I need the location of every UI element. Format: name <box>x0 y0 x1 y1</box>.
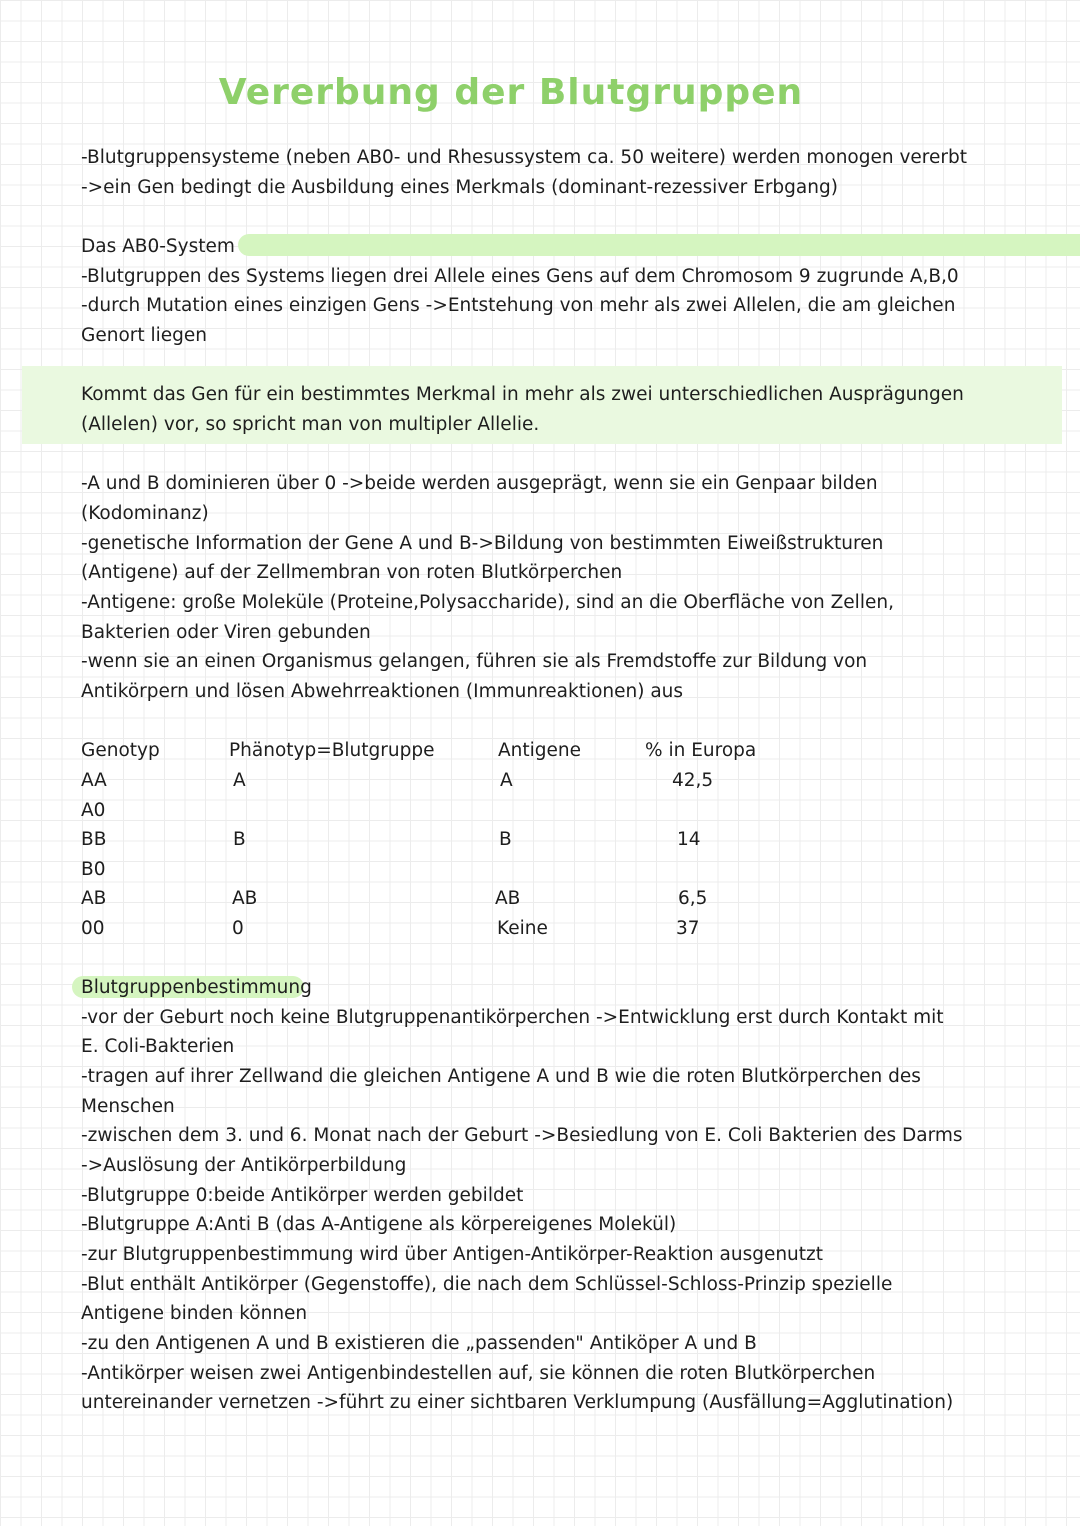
details-line-8: Antikörpern und lösen Abwehrreaktionen (Immunreaktionen) aus <box>81 681 684 702</box>
intro-line-2: ->ein Gen bedingt die Ausbildung eines Merkmals (dominant-rezessiver Erbgang) <box>81 177 838 198</box>
bestimmung-line-13: -Antikörper weisen zwei Antigenbindestellen auf, sie können die roten Blutkörperchen <box>81 1363 876 1384</box>
abo-heading: Das AB0-System <box>81 236 235 257</box>
details-line-4: (Antigene) auf der Zellmembran von roten Blutkörperchen <box>81 562 623 583</box>
cell-genotyp: AA <box>81 770 107 791</box>
cell-phaenotyp: B <box>233 829 246 850</box>
cell-phaenotyp: A <box>233 770 246 791</box>
bestimmung-line-10: -Blut enthält Antikörper (Gegenstoffe), die nach dem Schlüssel-Schloss-Prinzip spezielle <box>81 1274 893 1295</box>
bestimmung-line-8: -Blutgruppe A:Anti B (das A-Antigene als körpereigenes Molekül) <box>81 1214 677 1235</box>
cell-percent: 14 <box>677 829 701 850</box>
cell-antigene: Keine <box>497 918 548 939</box>
details-line-5: -Antigene: große Moleküle (Proteine,Polysaccharide), sind an die Oberfläche von Zellen, <box>81 592 894 613</box>
cell-genotyp: BB <box>81 829 107 850</box>
details-line-2: (Kodominanz) <box>81 503 209 524</box>
cell-phaenotyp: AB <box>232 888 258 909</box>
definition-line-1: Kommt das Gen für ein bestimmtes Merkmal in mehr als zwei unterschiedlichen Ausprägungen <box>81 384 964 405</box>
cell-phaenotyp: 0 <box>232 918 244 939</box>
details-line-3: -genetische Information der Gene A und B->Bildung von bestimmten Eiweißstrukturen <box>81 533 884 554</box>
cell-genotyp: B0 <box>81 859 106 880</box>
bestimmung-line-5: -zwischen dem 3. und 6. Monat nach der Geburt ->Besiedlung von E. Coli Bakterien des Darms <box>81 1125 963 1146</box>
table-header-phaenotyp: Phänotyp=Blutgruppe <box>229 740 435 761</box>
cell-antigene: AB <box>495 888 521 909</box>
bestimmung-line-12: -zu den Antigenen A und B existieren die „passenden" Antiköper A und B <box>81 1333 757 1354</box>
bestimmung-line-11: Antigene binden können <box>81 1303 308 1324</box>
bestimmung-line-14: untereinander vernetzen ->führt zu einer sichtbaren Verklumpung (Ausfällung=Agglutination) <box>81 1392 954 1413</box>
bestimmung-line-9: -zur Blutgruppenbestimmung wird über Antigen-Antikörper-Reaktion ausgenutzt <box>81 1244 823 1265</box>
bestimmung-line-1: -vor der Geburt noch keine Blutgruppenantikörperchen ->Entwicklung erst durch Kontakt mit <box>81 1007 944 1028</box>
details-line-6: Bakterien oder Viren gebunden <box>81 622 371 643</box>
cell-percent: 37 <box>676 918 700 939</box>
cell-genotyp: 00 <box>81 918 105 939</box>
cell-antigene: A <box>500 770 513 791</box>
details-line-7: -wenn sie an einen Organismus gelangen, führen sie als Fremdstoffe zur Bildung von <box>81 651 868 672</box>
table-header-europa: % in Europa <box>645 740 757 761</box>
abo-line-1: -Blutgruppen des Systems liegen drei Allele eines Gens auf dem Chromosom 9 zugrunde A,B,0 <box>81 266 959 287</box>
abo-heading-highlight <box>238 234 1080 256</box>
definition-line-2: (Allelen) vor, so spricht man von multipler Allelie. <box>81 414 540 435</box>
bestimmung-line-3: -tragen auf ihrer Zellwand die gleichen Antigene A und B wie die roten Blutkörperchen des <box>81 1066 921 1087</box>
bestimmung-line-4: Menschen <box>81 1096 175 1117</box>
cell-percent: 42,5 <box>672 770 714 791</box>
table-header-antigene: Antigene <box>498 740 582 761</box>
table-header-genotyp: Genotyp <box>81 740 160 761</box>
details-line-1: -A und B dominieren über 0 ->beide werden ausgeprägt, wenn sie ein Genpaar bilden <box>81 473 878 494</box>
abo-line-3: Genort liegen <box>81 325 208 346</box>
abo-line-2: -durch Mutation eines einzigen Gens ->Entstehung von mehr als zwei Allelen, die am gleichen <box>81 295 956 316</box>
cell-genotyp: A0 <box>81 800 106 821</box>
page-title: Vererbung der Blutgruppen <box>218 72 804 113</box>
bestimmung-line-2: E. Coli-Bakterien <box>81 1036 235 1057</box>
cell-percent: 6,5 <box>678 888 708 909</box>
bestimmung-line-6: ->Auslösung der Antikörperbildung <box>81 1155 407 1176</box>
bestimmung-line-7: -Blutgruppe 0:beide Antikörper werden gebildet <box>81 1185 524 1206</box>
bestimmung-heading: Blutgruppenbestimmung <box>81 977 312 998</box>
cell-antigene: B <box>499 829 512 850</box>
intro-line-1: -Blutgruppensysteme (neben AB0- und Rhesussystem ca. 50 weitere) werden monogen vererbt <box>81 147 967 168</box>
cell-genotyp: AB <box>81 888 107 909</box>
